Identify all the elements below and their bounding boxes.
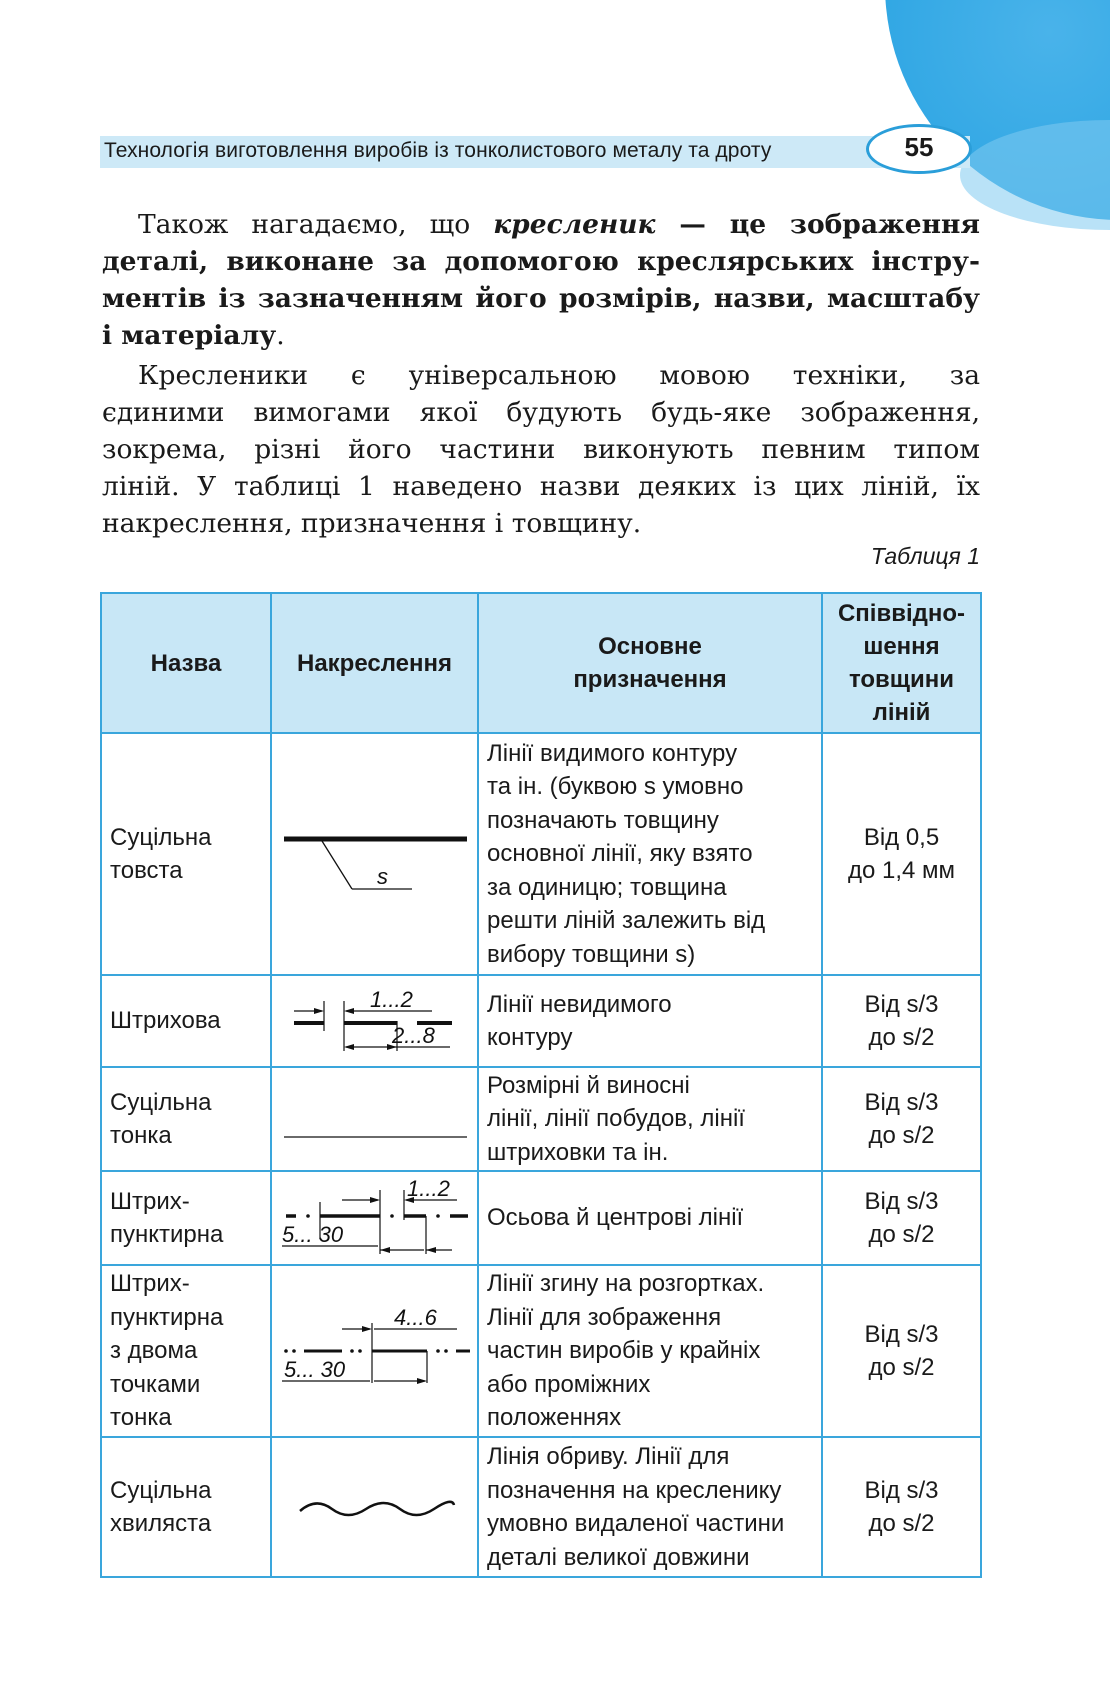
dot	[436, 1214, 440, 1218]
table-row	[101, 1171, 981, 1265]
solid-thin-line-drawing	[272, 1079, 477, 1159]
paragraph-line: ліній. У таблиці 1 наведено назви деяких із цих ліній, їх	[102, 471, 980, 502]
table-caption: Таблиця 1	[870, 543, 980, 569]
paragraph-line: Також нагадаємо, що кресленик — це зображення	[138, 209, 980, 240]
table-row	[101, 1067, 981, 1171]
header-drawing: Накреслення	[271, 593, 478, 733]
row-drawing	[271, 733, 478, 975]
row-purpose: Лінії невидимого контуру	[478, 975, 822, 1067]
header-name: Назва	[101, 593, 271, 733]
dash-dot-line-drawing	[272, 1176, 477, 1260]
table-row	[101, 1437, 981, 1577]
row-drawing	[271, 1437, 478, 1577]
row-name: Штрихова	[101, 975, 271, 1067]
line-types-table	[100, 592, 982, 1578]
dashed-line-drawing	[272, 981, 477, 1061]
row-purpose: Осьова й центрові лінії	[478, 1171, 822, 1265]
wavy-line-drawing	[272, 1467, 477, 1547]
arrow-head	[362, 1326, 372, 1332]
page-number: 55	[904, 132, 934, 162]
leader-line	[322, 841, 352, 889]
arrow-head	[344, 1008, 354, 1014]
header-purpose: Основне призначення	[478, 593, 822, 733]
row-purpose: Лінії видимого контуру та ін. (буквою s умовно позначають товщину основної лінії, яку взято за одиницю; товщина решти ліній залежить від вибору товщини s)	[478, 733, 822, 975]
paragraph-drawings	[102, 357, 980, 542]
paragraph-line: деталі, виконане за допомогою креслярських інстру-	[102, 246, 980, 277]
row-name: Суцільна тонка	[101, 1067, 271, 1171]
label-gap: 4...6	[394, 1305, 437, 1330]
running-header-title: Технологія виготовлення виробів із тонколистового металу та дроту	[104, 139, 772, 162]
label-dash-length: 5... 30	[284, 1357, 346, 1382]
paragraph-line: зокрема, різні його частини виконують певним типом	[102, 434, 980, 465]
label-gap: 1...2	[407, 1176, 450, 1201]
paragraph-line: ментів із зазначенням його розмірів, назви, масштабу	[102, 283, 980, 314]
row-drawing	[271, 1067, 478, 1171]
dot	[444, 1349, 448, 1353]
row-ratio: Від 0,5 до 1,4 мм	[822, 733, 981, 975]
row-ratio: Від s/3 до s/2	[822, 1265, 981, 1437]
row-name: Штрих- пунктирна	[101, 1171, 271, 1265]
dash-double-dot-line-drawing	[272, 1301, 477, 1401]
table-row	[101, 733, 981, 975]
dot	[358, 1349, 362, 1353]
label-s: s	[377, 864, 388, 889]
paragraph-line: накреслення, призначення і товщину.	[102, 508, 642, 539]
arrow-head	[380, 1247, 390, 1253]
label-dash-gap: 1...2	[370, 987, 413, 1012]
arrow-head	[426, 1247, 436, 1253]
table-header-row	[101, 593, 981, 733]
row-purpose: Лінія обриву. Лінії для позначення на кресленику умовно видаленої частини деталі великої довжини	[478, 1437, 822, 1577]
row-purpose: Розмірні й виносні лінії, лінії побудов, лінії штриховки та ін.	[478, 1067, 822, 1171]
row-name: Суцільна хвиляста	[101, 1437, 271, 1577]
row-drawing	[271, 1265, 478, 1437]
row-purpose: Лінії згину на розгортках. Лінії для зображення частин виробів у крайніх або проміжних положеннях	[478, 1265, 822, 1437]
dot	[436, 1349, 440, 1353]
arrow-head	[417, 1378, 427, 1384]
header-ratio: Співвідно- шення товщини ліній	[822, 593, 981, 733]
label-dash-length: 5... 30	[282, 1222, 344, 1247]
label-dash-length: 2...8	[392, 1023, 435, 1048]
arrow-head	[370, 1197, 380, 1203]
dot	[390, 1214, 394, 1218]
row-ratio: Від s/3 до s/2	[822, 1067, 981, 1171]
solid-thick-line-drawing	[272, 789, 477, 919]
paragraph-line: єдиними вимогами якої будують будь-яке зображення,	[102, 397, 980, 428]
arrow-head	[344, 1044, 354, 1050]
row-ratio: Від s/3 до s/2	[822, 1171, 981, 1265]
paragraph-line: і матеріалу.	[102, 320, 285, 351]
table-row	[101, 1265, 981, 1437]
dot	[292, 1349, 296, 1353]
row-drawing	[271, 1171, 478, 1265]
arrow-head	[314, 1008, 324, 1014]
dot	[306, 1214, 310, 1218]
paragraph-definition	[102, 206, 980, 354]
wavy-line	[300, 1502, 454, 1515]
row-ratio: Від s/3 до s/2	[822, 1437, 981, 1577]
row-ratio: Від s/3 до s/2	[822, 975, 981, 1067]
dot	[284, 1349, 288, 1353]
row-name: Суцільна товста	[101, 733, 271, 975]
table-row	[101, 975, 981, 1067]
term-kreslenyk: кресленик	[493, 209, 656, 240]
row-name: Штрих- пунктирна з двома точками тонка	[101, 1265, 271, 1437]
paragraph-line: Кресленики є універсальною мовою техніки, за	[138, 360, 980, 391]
row-drawing	[271, 975, 478, 1067]
dot	[350, 1349, 354, 1353]
